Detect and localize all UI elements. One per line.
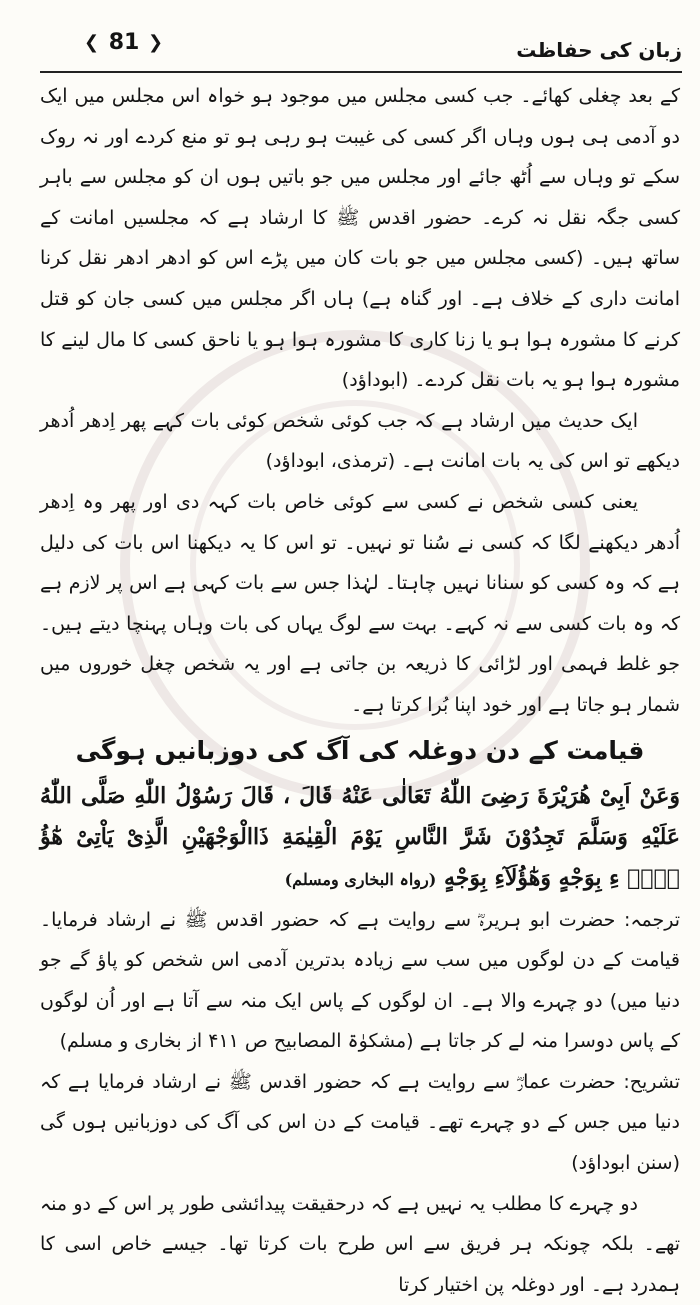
page-header: [0, 0, 700, 74]
header-rule: [40, 71, 682, 73]
ornament-right-icon: ❯: [148, 32, 164, 53]
page-number: 81: [108, 30, 140, 55]
paragraph-3: یعنی کسی شخص نے کسی سے کوئی خاص بات کہہ دی اور پھر وہ اِدھر اُدھر دیکھنے لگا کہ کسی نے سُنا تو نہیں۔ تو اس کا یہ دیکھنا اس بات کی دلیل ہے کہ وہ کسی کو سنانا نہیں چاہتا۔ لہٰذا جس سے بات کہی ہے اس پر لازم ہے کہ وہ بات کسی سے نہ کہے۔ بہت سے لوگ یہاں کی بات وہاں پہنچا دیتے ہیں۔ جو غلط فہمی اور لڑائی کا ذریعہ بن جاتی ہے اور یہ شخص چغل خوروں میں شمار ہو جاتا ہے اور خود اپنا بُرا کرتا ہے۔: [40, 490, 680, 716]
closing-paragraph: دو چہرے کا مطلب یہ نہیں ہے کہ درحقیقت پیدائشی طور پر اس کے دو منہ تھے۔ بلکہ چونکہ ہر فریق سے اس طرح بات کرتا تھا۔ جیسے خاص اسی کا ہمدرد ہے۔ اور دوغلہ پن اختیار کرتا: [40, 1192, 680, 1296]
ornament-left-icon: ❮: [84, 32, 100, 53]
arabic-reference: (رواہ البخاری ومسلم): [284, 869, 437, 889]
paragraph-1: کے بعد چغلی کھائے۔ جب کسی مجلس میں موجود ہو خواہ اس مجلس میں ایک دو آدمی ہی ہوں وہاں اگر کسی کی غیبت ہو رہی ہو تو منع کردے اور نہ روک سکے تو وہاں سے اُٹھ جائے اور مجلس میں جو باتیں ہوں ان کو مجلس سے باہر کسی جگہ نقل نہ کرے۔ حضور اقدس ﷺ کا ارشاد ہے کہ مجلسیں امانت کے ساتھ ہیں۔ (کسی مجلس میں جو بات کان میں پڑے اس کو ادھر ادھر نقل کرنا امانت داری کے خلاف ہے۔ اور گناہ ہے) ہاں اگر مجلس میں کسی جان کو قتل کرنے کا مشورہ ہوا ہو یا زنا کاری کا مشورہ ہوا ہو یا ناحق کسی کا مال لینے کا مشورہ ہوا ہو یہ بات نقل کردے۔ (ابوداؤد): [40, 85, 680, 392]
arabic-text: وَعَنْ اَبِیْ هُرَیْرَةَ رَضِیَ اللّٰهُ تَعَالٰی عَنْهُ قَالَ ، قَالَ رَسُوْلُ اللّٰهِ صَلَّی اللّٰهُ عَلَیْهِ وَسَلَّمَ تَجِدُوْنَ شَرَّ النَّاسِ یَوْمَ الْقِیٰمَةِ ذَاالْوَجْهَیْنِ الَّذِیْ یَاْتِیْ هٰٓؤُ لَاۤ ءِ بِوَجْهٍ وَهٰٓؤُلَآءِ بِوَجْهٍ: [40, 782, 680, 891]
paragraph-2: ایک حدیث میں ارشاد ہے کہ جب کوئی شخص کوئی بات کہے پھر اِدھر اُدھر دیکھے تو اس کی یہ بات امانت ہے۔ (ترمذی، ابوداؤد): [40, 409, 680, 473]
running-title: زبان کی حفاظت: [516, 38, 682, 62]
explanation-paragraph: تشریح: حضرت عمارؓ سے روایت ہے کہ حضور اقدس ﷺ نے ارشاد فرمایا ہے کہ دنیا میں جس کے دو چہرے تھے۔ قیامت کے دن اس کی آگ کی دوزبانیں ہوں گی (سنن ابوداؤد): [40, 1070, 680, 1175]
translation-paragraph: ترجمہ: حضرت ابو ہریرہؓ سے روایت ہے کہ حضور اقدس ﷺ نے ارشاد فرمایا۔ قیامت کے دن لوگوں میں سب سے زیادہ بدترین آدمی اس شخص کو پاؤ گے جو دنیا میں) دو چہرے والا ہے۔ ان لوگوں کے پاس ایک منہ سے آتا ہے اور اُن لوگوں کے پاس دوسرا منہ لے کر جاتا ہے (مشکوٰۃ المصابیح ص ۴۱۱ از بخاری و مسلم): [40, 908, 680, 1053]
page-body: [40, 76, 680, 1305]
arabic-hadith: [40, 776, 680, 900]
section-heading: قیامت کے دن دوغلہ کی آگ کی دوزبانیں ہوگی: [75, 735, 645, 765]
